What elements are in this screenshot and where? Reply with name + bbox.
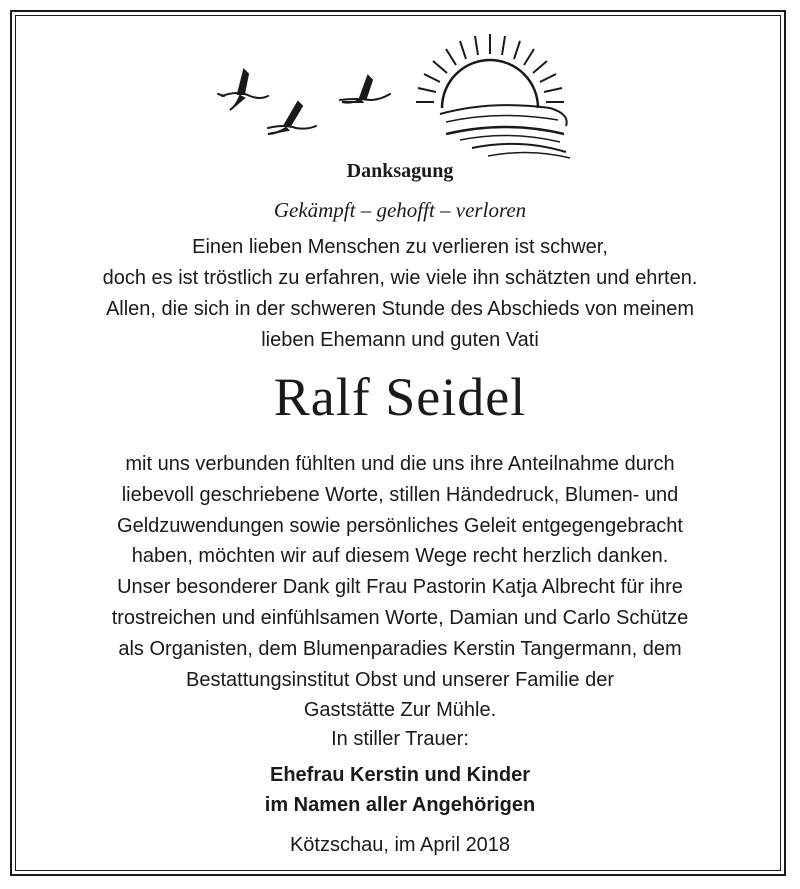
sunrise-over-hills-icon — [416, 34, 570, 158]
body-line: haben, möchten wir auf diesem Wege recht herzlich danken. — [131, 545, 669, 568]
deceased-name: Ralf Seidel — [273, 367, 527, 427]
body-line: Bestattungsinstitut Obst und unserer Familie der — [186, 668, 614, 691]
body-line: trostreichen und einfühlsamen Worte, Damian und Carlo Schütze — [111, 606, 689, 629]
flying-bird-icon — [340, 76, 390, 103]
notice-heading: Danksagung — [346, 160, 454, 182]
body-line: Gaststätte Zur Mühle. — [303, 699, 497, 722]
body-line: Unser besonderer Dank gilt Frau Pastorin Katja Albrecht für ihre — [117, 576, 683, 599]
intro-line: Allen, die sich in der schweren Stunde des Abschieds von meinem — [105, 298, 695, 320]
flying-bird-icon — [218, 70, 268, 110]
signatory-line: im Namen aller Angehörigen — [264, 794, 536, 816]
intro-line: Einen lieben Menschen zu verlieren ist schwer, — [192, 236, 608, 258]
body-line: mit uns verbunden fühlten und die uns ihre Anteilnahme durch — [125, 453, 675, 475]
body-line: als Organisten, dem Blumenparadies Kerstin Tangermann, dem — [118, 637, 682, 660]
motto-line: Gekämpft – gehofft – verloren — [273, 198, 527, 222]
place-and-date: Kötzschau, im April 2018 — [289, 834, 511, 856]
intro-line: doch es ist tröstlich zu erfahren, wie viele ihn schätzten und ehrten. — [102, 267, 698, 289]
body-line: Geldzuwendungen sowie persönliches Geleit entgegengebracht — [117, 514, 683, 537]
birds-and-sunrise-illustration — [210, 30, 590, 170]
signatories — [0, 760, 800, 820]
intro-line: lieben Ehemann und guten Vati — [261, 329, 539, 351]
thanks-paragraph — [0, 449, 800, 726]
body-line: liebevoll geschriebene Worte, stillen Händedruck, Blumen- und — [121, 483, 679, 506]
mourning-label: In stiller Trauer: — [331, 728, 469, 750]
signatory-line: Ehefrau Kerstin und Kinder — [269, 764, 531, 786]
flying-bird-icon — [268, 102, 316, 134]
intro-paragraph — [0, 232, 800, 356]
